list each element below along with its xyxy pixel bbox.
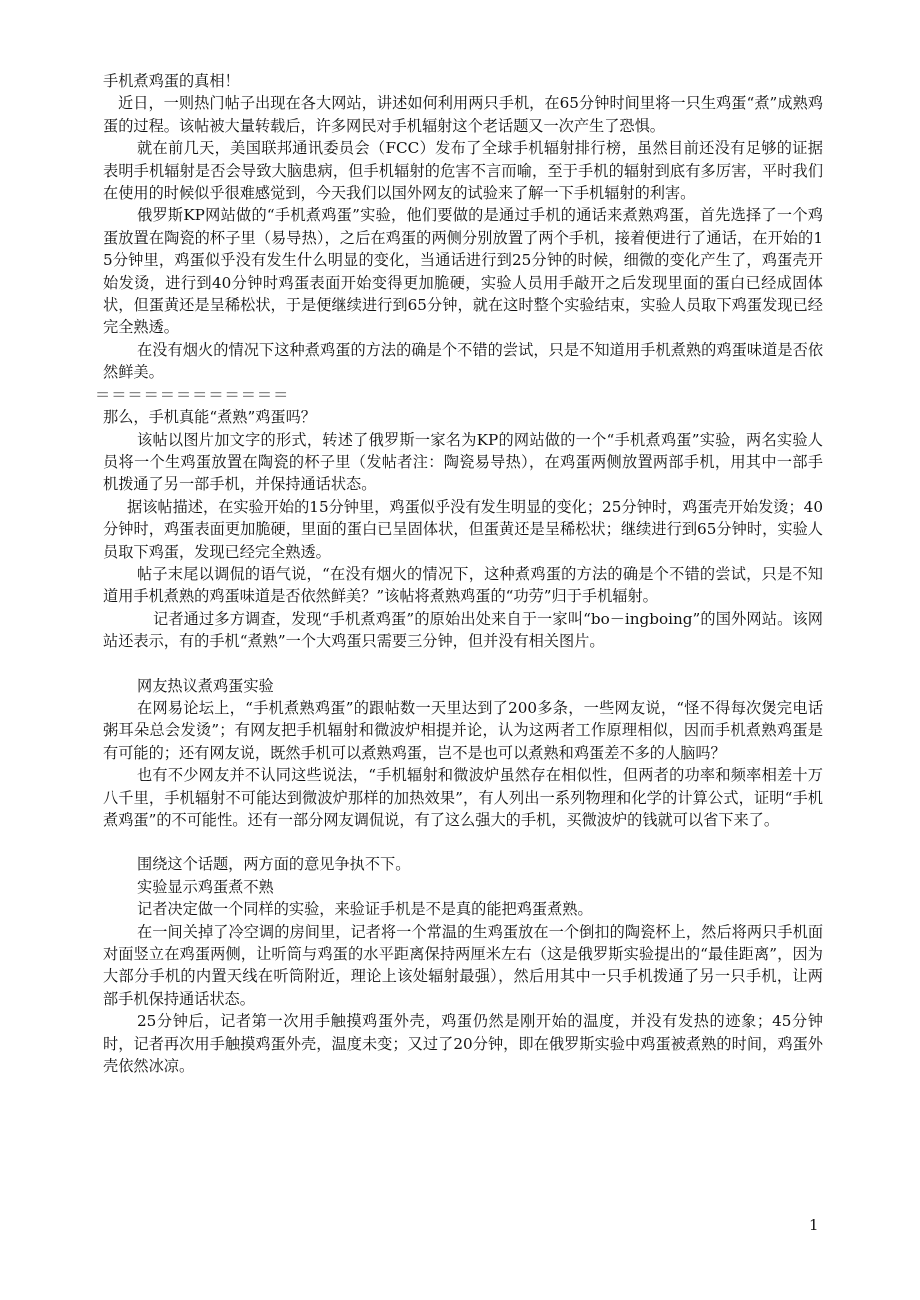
paragraph: 记者通过多方调查，发现“手机煮鸡蛋”的原始出处来自于一家叫“bo－ingboing”的国外网站。该网站还表示，有的手机“煮熟”一个大鸡蛋只需要三分钟，但并没有相关图片。: [103, 609, 823, 651]
subtitle: 那么，手机真能“煮熟”鸡蛋吗？: [103, 408, 316, 427]
paragraph: 在网易论坛上，“手机煮熟鸡蛋”的跟帖数一天里达到了200多条，一些网友说，“怪不得每次煲完电话粥耳朵总会发烫”；有网友把手机辐射和微波炉相提并论，认为这两者工作原理相似，因而手机煮熟鸡蛋是有可能的；还有网友说，既然手机可以煮熟鸡蛋，岂不是也可以煮熟和鸡蛋差不多的人脑吗？: [103, 698, 823, 762]
document-title: 手机煮鸡蛋的真相！: [103, 72, 240, 90]
paragraph: 在一间关掉了冷空调的房间里，记者将一个常温的生鸡蛋放在一个倒扣的陶瓷杯上，然后将两只手机面对面竖立在鸡蛋两侧，让听筒与鸡蛋的水平距离保持两厘米左右（这是俄罗斯实验提出的“最佳距离”，因为大部分手机的内置天线在听筒附近，理论上该处辐射最强），然后用其中一只手机拨通了另一只手机，让两部手机保持通话状态。: [103, 922, 823, 1008]
paragraph: 在没有烟火的情况下这种煮鸡蛋的方法的确是个不错的尝试，只是不知道用手机煮熟的鸡蛋味道是否依然鲜美。: [103, 340, 823, 382]
paragraph: 也有不少网友并不认同这些说法，“手机辐射和微波炉虽然存在相似性，但两者的功率和频率相差十万八千里，手机辐射不可能达到微波炉那样的加热效果”，有人列出一系列物理和化学的计算公式，证明“手机煮鸡蛋”的不可能性。还有一部分网友调侃说，有了这么强大的手机，买微波炉的钱就可以省下来了。: [103, 766, 823, 829]
paragraph: 近日，一则热门帖子出现在各大网站，讲述如何利用两只手机，在65分钟时间里将一只生鸡蛋“煮”成熟鸡蛋的过程。该帖被大量转载后，许多网民对手机辐射这个老话题又一次产生了恐惧。: [103, 94, 823, 135]
paragraph: 据该帖描述，在实验开始的15分钟里，鸡蛋似乎没有发生明显的变化；25分钟时，鸡蛋壳开始发烫；40分钟时，鸡蛋表面更加脆硬，里面的蛋白已呈固体状，但蛋黄还是呈稀松状；继续进行到65分钟时，实验人员取下鸡蛋，发现已经完全熟透。: [103, 497, 823, 561]
dispute-line: 围绕这个话题，两方面的意见争执不下。: [137, 855, 411, 874]
paragraph: 帖子末尾以调侃的语气说，“在没有烟火的情况下，这种煮鸡蛋的方法的确是个不错的尝试，只是不知道用手机煮熟的鸡蛋味道是否依然鲜美？”该帖将煮熟鸡蛋的“功劳”归于手机辐射。: [103, 564, 823, 606]
blank-line: [103, 831, 823, 853]
document-body: [95, 70, 823, 1077]
paragraph: 25分钟后，记者第一次用手触摸鸡蛋外壳，鸡蛋仍然是刚开始的温度，并没有发热的迹象；45分钟时，记者再次用手触摸鸡蛋外壳，温度未变；又过了20分钟，即在俄罗斯实验中鸡蛋被煮熟的时间，鸡蛋外壳依然冰凉。: [103, 1012, 823, 1076]
paragraph: 俄罗斯KP网站做的“手机煮鸡蛋”实验，他们要做的是通过手机的通话来煮熟鸡蛋，首先选择了一个鸡蛋放置在陶瓷的杯子里（易导热），之后在鸡蛋的两侧分别放置了两个手机，接着便进行了通话，在开始的15分钟里，鸡蛋似乎没有发生什么明显的变化，当通话进行到25分钟的时候，细微的变化产生了，鸡蛋壳开始发烫，进行到40分钟时鸡蛋表面开始变得更加脆硬，实验人员用手敲开之后发现里面的蛋白已经成固体状，但蛋黄还是呈稀松状，于是便继续进行到65分钟，就在这时整个实验结束，实验人员取下鸡蛋发现已经完全熟透。: [103, 206, 823, 337]
blank-line: [103, 653, 823, 675]
paragraph: 记者决定做一个同样的实验，来验证手机是不是真的能把鸡蛋煮熟。: [137, 900, 593, 919]
page-number: 1: [809, 1216, 819, 1234]
separator-line: ＝＝＝＝＝＝＝＝＝＝＝＝: [95, 385, 290, 404]
paragraph: 该帖以图片加文字的形式，转述了俄罗斯一家名为KP的网站做的一个“手机煮鸡蛋”实验，两名实验人员将一个生鸡蛋放置在陶瓷的杯子里（发帖者注：陶瓷易导热），在鸡蛋两侧放置两部手机，用其中一部手机拨通了另一部手机，并保持通话状态。: [103, 430, 823, 494]
paragraph: 就在前几天，美国联邦通讯委员会（FCC）发布了全球手机辐射排行榜，虽然目前还没有足够的证据表明手机辐射是否会导致大脑患病，但手机辐射的危害不言而喻，至于手机的辐射到底有多厉害，平时我们在使用的时候似乎很难感觉到，今天我们以国外网友的试验来了解一下手机辐射的利害。: [103, 139, 823, 203]
section-heading: 实验显示鸡蛋煮不熟: [137, 877, 274, 896]
section-heading: 网友热议煮鸡蛋实验: [137, 676, 274, 695]
